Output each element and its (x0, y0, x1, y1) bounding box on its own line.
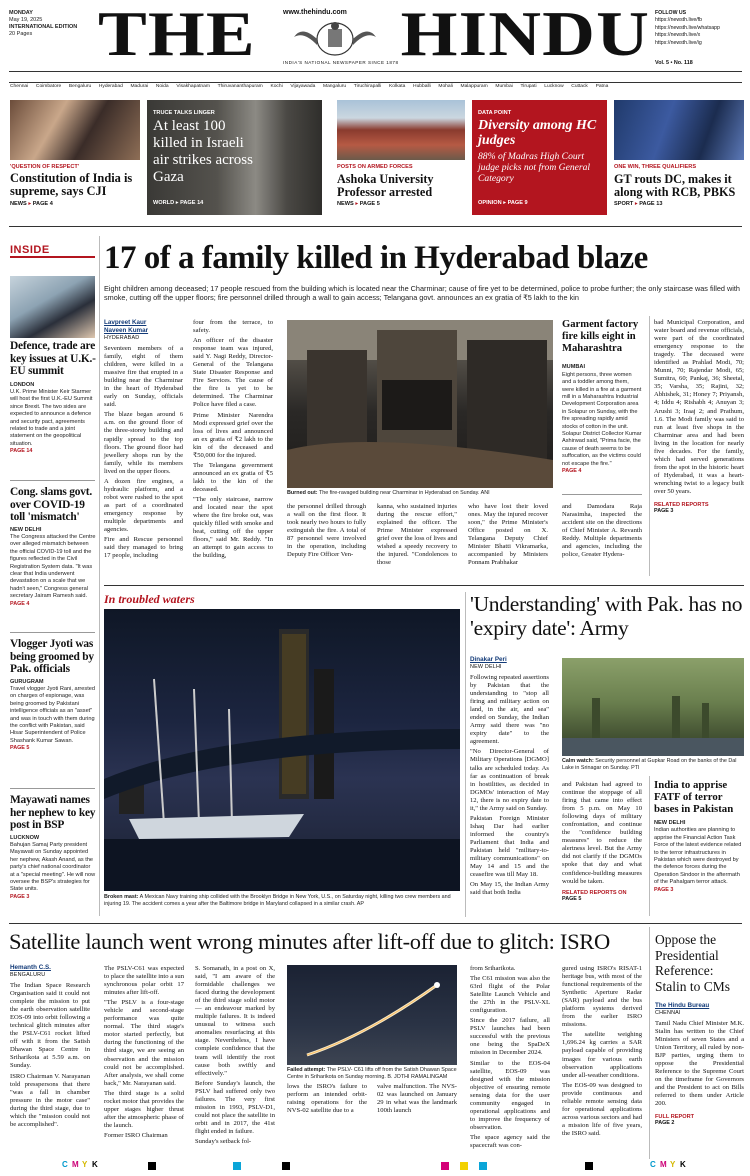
stalin-page-ref[interactable]: PAGE 2 (655, 1119, 675, 1126)
garment-page-ref: PAGE 4 (562, 468, 582, 475)
isro-body: Before Sunday's launch, the PSLV had suffered only two failures. The very first mission in 1993, PSLV-D1, could not place the satellite in orbit and in 2017, the 41st flight ended in failure. (195, 1079, 275, 1135)
lead-byline[interactable]: Lavpreet Kaur (104, 319, 147, 326)
fatf-text: Indian authorities are planning to apprise the Financial Action Task Force of the latest evidence related to the terror infrastructures in Pakistan which were destroyed by the defence forces during the Operation Sindoor in the aftermath of the Pahalgam terror attack. (654, 827, 742, 886)
isro-body: The third stage is a solid rocket motor that provides the upper stages higher thrust after the atmospheric phase of the launch. (104, 1089, 184, 1129)
isro-body: Since the 2017 failure, all PSLV launches had been successful with the previous one being the SpaDeX mission in December 2024. (470, 1017, 550, 1057)
lead-body: A dozen fire engines, a hydraulic platform, and a robot were rushed to the spot as part of a coordinated emergency response by multiple departments and agencies. (104, 477, 183, 534)
pak-caption-label: Calm watch: (562, 758, 594, 764)
inside-headline: Mayawati names her nephew to key post in BSP (10, 794, 96, 831)
inside-headline: Vlogger Jyoti was being groomed by Pak. officials (10, 638, 94, 675)
lead-body: kanna, who sustained injuries during the rescue effort," explained the officer. The Prime Minister expressed grief over the loss of lives and wished a speedy recovery to the injured. "Condolences to those (377, 503, 457, 567)
teaser-headline: Constitution of India is supreme, says CJI (10, 171, 133, 198)
teaser-ashoka[interactable] (337, 100, 465, 215)
inside-text: Bahujan Samaj Party president Mayawati on Sunday appointed her nephew, Akash Anand, as the party's chief national coordinator at a "special meeting". He will now oversee the BSP's strategies for State units. (10, 841, 96, 893)
isro-col-3 (195, 965, 275, 1148)
lead-body: bad Municipal Corporation, and water board and revenue officials, were part of the coordinated emergency response to the tragedy. The deceased were identified as Prahlad Modi, 70; Munni, 70; Rajendar Modi, 65; Sumitra, 60; Pankaj, 36; Sheetal, 35; Varsha, 35; Rajini, 32; Abhishek, 31; Honey 7; Priyansh, 4; Iddu 4; Rishabh 4; Anuyan 3; Arushi 3; Iraaj 2; and Prathum, 1.6. The Modi family was said to run at least five shops in the Charminar area and had been living in the location for nearly five decades. For the family, which had served generations from the spot in the historic heart of Hyderabad, it was a heart-wrenching twist to a legacy built over 50 years. (654, 319, 744, 495)
city-name: Madurai (130, 84, 149, 89)
teaser-cji[interactable] (10, 100, 140, 215)
pak-byline[interactable]: Dinakar Peri (470, 656, 507, 663)
teaser-kicker: POSTS ON ARMED FORCES (337, 164, 413, 170)
isro-body: lows the ISRO's failure to perform an intended orbit-raising operations for the NVS-02 satellite due to a (287, 1083, 367, 1115)
pak-headline[interactable]: 'Understanding' with Pak. has no 'expiry date': Army (470, 592, 743, 640)
isro-body: The EOS-09 was designed to provide continuous and reliable remote sensing data for operational applications across various sectors and had a mission life of five years, the ISRO said. (562, 1081, 642, 1137)
pak-dateline: NEW DELHI (470, 664, 502, 670)
isro-col-1 (10, 964, 90, 1131)
city-name: Cuttack (571, 84, 588, 89)
social-link-x[interactable]: https://newsth.live/x (655, 32, 701, 39)
city-name: Kolkata (389, 84, 406, 89)
pak-photo (562, 658, 744, 756)
city-name: Coimbatore (35, 84, 62, 89)
pak-caption-text: Security personnel at Gupkar Road on the banks of the Dal Lake in Srinagar on Sunday. PTI (562, 758, 737, 771)
inside-item[interactable] (10, 486, 96, 607)
color-swatch (479, 1162, 487, 1170)
masthead-date: May 19, 2025 (9, 17, 43, 23)
city-name: Tiruchirapalli (353, 84, 382, 89)
cmyk-letter: K (92, 1160, 98, 1169)
cmyk-letter: C (650, 1160, 656, 1169)
fatf-dateline: NEW DELHI (654, 820, 686, 826)
isro-photo-caption (287, 1067, 457, 1081)
lead-headline[interactable]: 17 of a family killed in Hyderabad blaze (104, 240, 648, 276)
social-link-whatsapp[interactable]: https://newsth.live/whatsapp (655, 24, 720, 31)
color-swatch (585, 1162, 593, 1170)
city-name: Visakhapatnam (176, 84, 210, 89)
fatf-story[interactable] (654, 779, 744, 893)
troubled-caption (104, 894, 460, 908)
inside-dateline: LONDON (10, 381, 35, 388)
masthead-edition-info (9, 10, 99, 38)
cmyk-letter: M (72, 1160, 79, 1169)
masthead-title-left: THE (98, 0, 256, 69)
isro-body: ISRO Chairman V. Narayanan told presspersons that there "was a fall in chamber pressure in the motor case" during the third stage, due to which the "mission could not be accomplished". (10, 1072, 90, 1128)
stalin-text: Tamil Nadu Chief Minister M.K. Stalin has written to the Chief Ministers of seven States and a Union Territory, all ruled by non-BJP parties, urging them to oppose the Presidential Reference to the Supreme Court on the timeframe for Governors and the President to act on Bills referred to them under Article 200. (655, 1020, 744, 1108)
masthead-emblem-icon (292, 15, 378, 59)
masthead-url[interactable]: www.thehindu.com (283, 9, 347, 16)
city-name: Hubballi (413, 84, 431, 89)
pak-body: and Pakistan had agreed to continue the stoppage of all firing that came into effect from 5 p.m. on May 10 following days of military confrontation, and continue the "confidence building measures" to reduce the alertness level. But the Army did not clarify if the DGMOs spoke that day and what confidence-building measures would be taken. (562, 781, 642, 885)
teaser-page-ref: NEWS ▸ PAGE 4 (10, 201, 53, 207)
lead-body: Prime Minister Narendra Modi expressed grief over the loss of lives and announced an ex gratia of ₹2 lakh to the kin of the deceased and ₹50,000 for the injured. (193, 411, 273, 459)
isro-body: The PSLV-C61 was expected to place the satellite into a sun synchronous polar orbit 17 minutes after lift-off. (104, 965, 184, 997)
social-link-facebook[interactable]: https://newsth.live/fb (655, 17, 702, 24)
masthead-title (98, 0, 650, 69)
city-name: Chennai (10, 84, 29, 89)
city-name: Hyderabad (98, 84, 123, 89)
inside-text: Travel vlogger Jyoti Rani, arrested on charges of espionage, was being groomed by Pakistani intelligence officials as an "asset" and was in touch with them during the conflict with Pakistan, said Hisar Superintendent of Police Shashank Kumar Sawan. (10, 685, 95, 744)
masthead-day: MONDAY (9, 10, 33, 16)
troubled-caption-text: A Mexican Navy training ship collided with the Brooklyn Bridge in New York, U.S., on Saturday night, killing two crew members and injuring 19. The accident comes a year after the Baltimore bridge in Maryland collapsed in a similar crash. AP (104, 894, 451, 907)
isro-headline[interactable]: Satellite launch went wrong minutes after lift-off due to glitch: ISRO (9, 929, 610, 954)
inside-item[interactable] (10, 638, 96, 751)
pak-body: On May 15, the Indian Army said that both India (470, 881, 549, 897)
fatf-headline: India to apprise FATF of terror bases in Pakistan (654, 779, 734, 815)
lead-caption-label: Burned out: (287, 490, 318, 496)
inside-dateline: LUCKNOW (10, 834, 40, 841)
stalin-story[interactable] (655, 932, 744, 1126)
pak-related-page[interactable]: PAGE 5 (562, 895, 582, 902)
isro-photo (287, 965, 457, 1065)
pak-body: "No Director-General of Military Operations [DGMO] talks are scheduled today. As far as continuation of break in hostilities, as decided in DGMOs' interaction of May 12, there is no expiry date to it," the Army said on Sunday. (470, 748, 549, 812)
isro-body: gured using ISRO's RISAT-1 heritage bus, with most of the functional requirements of the Synthetic Aperture Radar (SAR) payload and the bus platform systems derived from the earlier ISRO missions. (562, 965, 642, 1029)
lead-photo-caption (287, 490, 553, 497)
pak-body: Pakistan Foreign Minister Ishaq Dar had earlier informed the country's Parliament that India and Pakistan held "military-to-military communications" on May 14 and 15 and the ceasefire was till May 18. (470, 814, 549, 879)
cmyk-letter: K (680, 1160, 686, 1169)
isro-body: Sunday's setback fol- (195, 1137, 252, 1145)
isro-body: The C61 mission was also the 63rd flight of the Polar Satellite Launch Vehicle and the 27th in the PSLV-XL configuration. (470, 975, 550, 1015)
lead-related-label: RELATED REPORTS (654, 502, 709, 509)
teaser-ipl[interactable] (614, 100, 744, 215)
follow-us-block (655, 10, 745, 47)
teaser-kicker: DATA POINT (478, 110, 512, 116)
cmyk-letter: Y (82, 1160, 88, 1169)
inside-headline: Cong. slams govt. over COVID-19 toll 'mismatch' (10, 486, 93, 523)
teaser-page-ref: WORLD ▸ PAGE 14 (153, 200, 204, 206)
city-name: Mohali (438, 84, 453, 89)
teaser-headline: At least 100 killed in Israeli air strikes across Gaza (153, 118, 253, 185)
lead-col-2 (193, 319, 273, 562)
teaser-kicker: TRUCE TALKS LINGER (153, 110, 215, 116)
stalin-byline[interactable]: The Hindu Bureau (655, 1002, 710, 1009)
teaser-photo (10, 100, 140, 160)
pak-col-1 (470, 656, 549, 899)
teaser-kicker: 'QUESTION OF RESPECT' (10, 164, 80, 170)
lead-caption-text: The fire-ravaged building near Charminar in Hyderabad on Sunday. ANI (318, 490, 490, 496)
troubled-photo (104, 609, 460, 891)
inside-item[interactable] (10, 794, 96, 900)
garment-dateline: MUMBAI (562, 364, 585, 371)
lead-body: the personnel drilled through a wall on the first floor. It took nearly two hours to fully extinguish the fire. A total of 87 personnel were involved in the operation, including Deputy Fire Officer Ven- (287, 503, 366, 559)
lead-body: The blaze began around 6 a.m. on the ground floor of the three-storey building and rapidly spread to the top floors. The ground floor had jewellery shops run by the family, while its members lived on the upper floors. (104, 411, 183, 475)
city-name: Tirupati (520, 84, 537, 89)
isro-col-2 (104, 965, 184, 1142)
isro-col-7 (562, 965, 642, 1140)
city-name: Thiruvananthapuram (217, 84, 263, 89)
isro-body: The Indian Space Research Organisation said it could not complete the mission to put the earth observation satellite EOS-09 into orbit following a technical glitch minutes after the PSLV-C61 rocket lifted off with it from the Satish Dhawan Space Centre in Sriharikota at 5.59 a.m. on Sunday. (10, 982, 90, 1070)
isro-body: Former ISRO Chairman (104, 1131, 168, 1139)
color-swatch (233, 1162, 241, 1170)
lead-related-page[interactable]: PAGE 3 (654, 508, 674, 515)
stalin-related-label: FULL REPORT (655, 1113, 695, 1120)
isro-caption-label: Failed attempt: (287, 1067, 326, 1073)
lead-body: who have lost their loved ones. May the injured recover soon," the Prime Minister's Office posted on X. Telangana Deputy Chief Minister Bhatti Vikramarka, accompanied by Ministers Ponnam Prabhakar (468, 503, 548, 567)
color-swatch (148, 1162, 156, 1170)
lead-byline[interactable]: Naveen Kumar (104, 327, 149, 334)
inside-dateline: NEW DELHI (10, 526, 42, 533)
stalin-dateline: CHENNAI (655, 1010, 681, 1016)
pak-related-label: RELATED REPORTS ON (562, 889, 627, 896)
city-name: Noida (155, 84, 169, 89)
isro-body: The satellite weighing 1,696.24 kg carries a SAR payload capable of providing images for various earth observation applications under all-weather conditions. (562, 1031, 642, 1079)
city-name: Mangaluru (323, 84, 347, 89)
isro-dateline: BENGALURU (10, 972, 46, 978)
isro-body: from Sriharikota. (470, 965, 516, 972)
lead-body: "The only staircase, narrow and located near the spot where the fire broke out, was quickly filled with smoke and heat, cutting off the upper floors," said Mr. Reddy. "In an attempt to gain access to the building, (193, 495, 273, 560)
edition-cities-bar (10, 74, 745, 92)
garment-story[interactable] (562, 319, 642, 474)
lead-body: Fire and Rescue personnel said they managed to bring 17 people, including (104, 536, 183, 560)
print-color-bar (0, 1158, 750, 1176)
city-name: Vijayawada (290, 84, 316, 89)
isro-body: The space agency said the spacecraft was con- (470, 1133, 550, 1149)
inside-text: U.K. Prime Minister Keir Starmer will host the first U.K.-EU Summit since Brexit. The two sides are expected to announce a defence and security pact, agreements related to trade and a joint statement on the geopolitical situation. (10, 388, 93, 447)
lead-body: The Telangana government announced an ex gratia of ₹5 lakh to the kin of the deceased. (193, 461, 273, 493)
garment-text: Eight persons, three women and a toddler among them, were killed in a fire at a garment mill in a Maharashtra Industrial Development Corporation area in Solapur on Sunday, with the fire spreading rapidly amid stocks of cotton in the unit. Solapur District Collector Kumar Ashirwad said, "Prima facie, the cause of death seems to be suffocation, as the victims could not escape the fire." (562, 371, 642, 467)
teaser-gaza[interactable] (147, 100, 322, 215)
lead-deck-text: Eight children among deceased; 17 people rescued from the building which is located near the Charminar; cause of fire yet to be determined, police to probe further; the only staircase was filled with smoke, cutting off the upper floors; fire personnel drilled through a wall to gain access; Telangana govt. announces an ex gratia of ₹5 lakh to the kin (104, 284, 740, 303)
teaser-kicker: ONE WIN, THREE QUALIFIERS (614, 164, 697, 170)
lead-deck (104, 284, 744, 302)
teaser-page-ref: OPINION ▸ PAGE 9 (478, 200, 528, 206)
city-name: Patna (595, 84, 609, 89)
inside-page-ref: PAGE 4 (10, 600, 30, 607)
masthead-tagline: INDIA'S NATIONAL NEWSPAPER SINCE 1878 (283, 60, 399, 65)
isro-caption-text: The PSLV- C61 lifts off from the Satish Dhawan Space Centre in Sriharikota on Sunday morning. B. JOTHI RAMALINGAM (287, 1067, 457, 1080)
lead-col-1 (104, 319, 183, 562)
inside-text: The Congress attacked the Centre over alleged mismatch between the official COVID-19 toll and the figures reflected in the Civil Registration System data. "It was clear that India underwent devastation on a scale that we hadn't seen," Congress general secretary Jairam Ramesh said. (10, 533, 96, 600)
inside-dateline: GURUGRAM (10, 678, 44, 685)
lead-col-7 (654, 319, 744, 514)
inside-label: INSIDE (10, 244, 50, 256)
lead-dateline: HYDERABAD (104, 335, 140, 341)
volume-number: Vol. 5 • No. 118 (655, 60, 693, 66)
inside-page-ref: PAGE 5 (10, 745, 30, 752)
city-name: Kochi (270, 84, 283, 89)
city-name: Lucknow (544, 84, 564, 89)
masthead-edition: INTERNATIONAL EDITION (9, 24, 78, 30)
teaser-page-ref: NEWS ▸ PAGE 5 (337, 201, 380, 207)
isro-col-6 (470, 965, 550, 1152)
stalin-headline: Oppose the Presidential Reference: Stalin to CMs (655, 932, 731, 994)
city-name: Bengaluru (68, 84, 92, 89)
isro-body: "The PSLV is a four-stage vehicle and second-stage performance was quite normal. The third stage's motor started perfectly, but during the functioning of the third stage, we are seeing an observation and the mission could not be accomplished. After analysis, we shall come back," Mr. Narayanan said. (104, 999, 184, 1087)
inside-headline: Defence, trade are key issues at U.K.-EU summit (10, 340, 96, 377)
color-swatch (441, 1162, 449, 1170)
inside-photo (10, 276, 95, 338)
isro-byline[interactable]: Hemanth C.S. (10, 964, 51, 971)
color-swatch (282, 1162, 290, 1170)
troubled-label: In troubled waters (104, 592, 195, 606)
teaser-data-point[interactable] (472, 100, 607, 215)
city-name: Malappuram (460, 84, 488, 89)
lead-body: An officer of the disaster response team was injured, said Y. Nagi Reddy, Director-General of the Telangana State Disaster Response and Fire Services. The cause of the fire is yet to be determined. The Charminar Police have filed a case. (193, 337, 273, 409)
teaser-page-ref: SPORT ▸ PAGE 13 (614, 201, 663, 207)
cmyk-letter: Y (670, 1160, 676, 1169)
inside-item[interactable] (10, 340, 96, 454)
lead-photo (287, 320, 553, 488)
isro-body: S. Somanath, in a post on X, said, "I am aware of the formidable challenges we faced during the development of the third stage solid motor — an endeavour marked by multiple failures. It is indeed unusual to witness such anomalies resurfacing at this stage. Nevertheless, I have complete confidence that the team will identify the root cause both swiftly and effectively." (195, 965, 275, 1077)
cmyk-letter: M (660, 1160, 667, 1169)
inside-page-ref: PAGE 14 (10, 448, 33, 455)
inside-page-ref: PAGE 3 (10, 893, 30, 900)
teaser-subhead: 88% of Madras High Court judge picks not from General Category (478, 151, 591, 184)
pak-photo-caption (562, 758, 744, 772)
lead-body: and Damodara Raja Narasimha, inspected the accident site on the directions of Chief Minister A. Revanth Reddy. Multiple departments and agencies, including the police, Greater Hydera- (562, 503, 642, 559)
troubled-caption-label: Broken mast: (104, 894, 139, 900)
isro-body: valve malfunction. The NVS-02 was launched on January 29 in what was the landmark 100th launch (377, 1083, 457, 1115)
isro-body: Similar to the EOS-04 satellite, EOS-09 was designed with the mission objective of ensuring remote sensing data for the user community engaged in operational applications and to improve the frequency of observation. (470, 1059, 550, 1131)
teaser-headline: Ashoka University Professor arrested (337, 172, 434, 199)
teaser-headline: GT routs DC, makes it along with RCB, PBKS (614, 172, 736, 199)
masthead-title-right: HINDU (400, 0, 650, 69)
follow-us-label: FOLLOW US (655, 10, 687, 16)
cmyk-letter: C (62, 1160, 68, 1169)
pak-body: Following repeated assertions by Pakistan that the understanding to "stop all firing and military action on land, in the air, and sea" ended on Sunday, the Indian Army said there was "no expiry date" to the agreement. (470, 674, 549, 746)
lead-body: four from the terrace, to safety. (193, 319, 273, 335)
city-name: Mumbai (495, 84, 513, 89)
teaser-photo (614, 100, 744, 160)
teaser-photo (337, 100, 465, 160)
lead-body: Seventeen members of a family, eight of them children, were killed in a massive fire that erupted in a building near the Charminar in the heart of Hyderabad early on Sunday, officials said. (104, 345, 183, 409)
social-link-instagram[interactable]: https://newsth.live/ig (655, 39, 702, 46)
pak-col-2 (562, 781, 642, 902)
garment-headline: Garment factory fire kills eight in Maharashtra (562, 319, 639, 354)
fatf-page-ref: PAGE 3 (654, 886, 674, 893)
color-swatch (460, 1162, 468, 1170)
teaser-headline: Diversity among HC judges (478, 118, 597, 148)
masthead-pages: 20 Pages (9, 31, 33, 37)
